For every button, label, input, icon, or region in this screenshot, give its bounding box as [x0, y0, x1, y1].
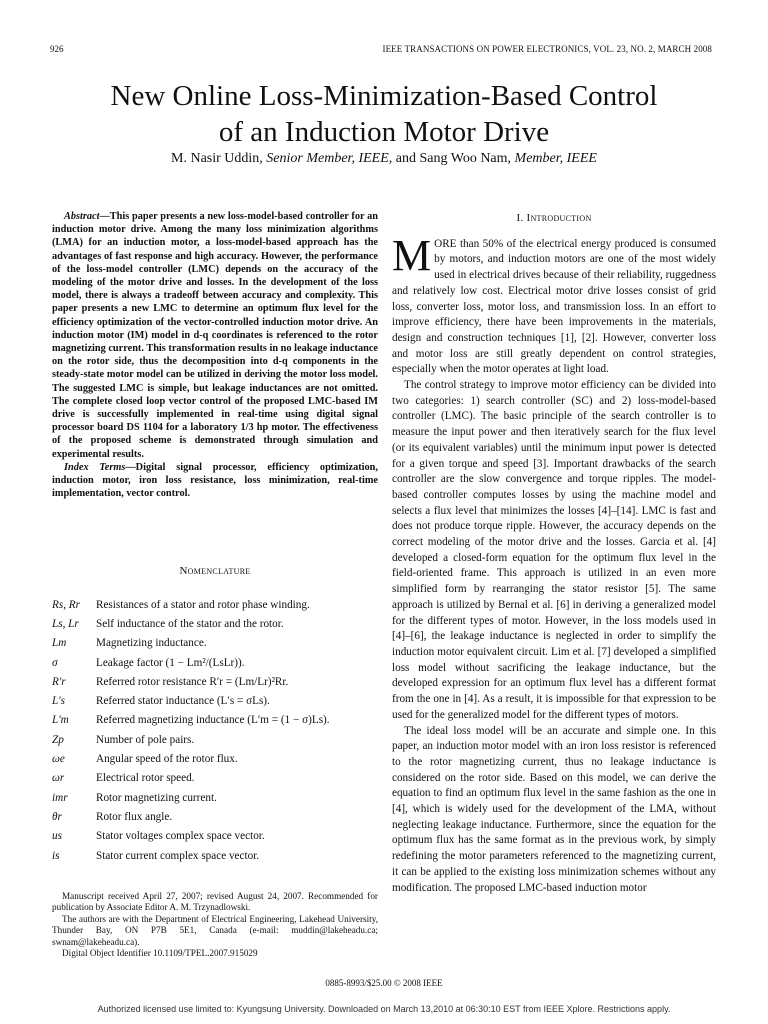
- nomenclature-row: [52, 711, 378, 730]
- nomenclature-symbol: ωe: [52, 753, 65, 766]
- author-line: [0, 151, 768, 167]
- nomenclature-symbol: R′r: [52, 675, 66, 688]
- footnote-received: Manuscript received April 27, 2007; revised August 24, 2007. Recommended for publication by Associate Editor A. M. Trzynadlowski.: [52, 891, 378, 913]
- title-line-1: New Online Loss-Minimization-Based Control: [110, 80, 658, 112]
- footnote-doi: Digital Object Identifier 10.1109/TPEL.2007.915029: [62, 948, 258, 959]
- section-heading-introduction: I. Introduction: [516, 212, 592, 224]
- author-1: M. Nasir Uddin,: [171, 151, 263, 166]
- author-2-role: Member, IEEE: [514, 151, 597, 166]
- nomenclature-description: Magnetizing inductance.: [96, 637, 207, 650]
- nomenclature-description: Angular speed of the rotor flux.: [96, 753, 238, 766]
- nomenclature-description: Self inductance of the stator and the rotor.: [96, 617, 284, 630]
- author-1-role: Senior Member, IEEE,: [266, 151, 393, 166]
- nomenclature-symbol: θr: [52, 810, 62, 823]
- nomenclature-symbol: imr: [52, 791, 68, 804]
- page-number: 926: [50, 44, 64, 54]
- footnote-affiliation: The authors are with the Department of Electrical Engineering, Lakehead University, Thunder Bay, ON P7B 5E1, Canada (e-mail: muddin@lakeheadu.ca; swnam@lakeheadu.ca).: [52, 913, 378, 947]
- nomenclature-row: [52, 788, 378, 807]
- left-column: [52, 210, 378, 500]
- drop-cap: M: [392, 230, 432, 280]
- nomenclature-description: Stator voltages complex space vector.: [96, 830, 265, 843]
- intro-paragraph-2: The control strategy to improve motor efficiency can be divided into two categories: 1) search controller (SC) and 2) loss-model-based controller (LMC). The basic principle of the search controller is to measure the input power and then iteratively search for the flux level (or its equivalent variables) until the minimum input power is detected for a given torque and speed [3]. Important drawbacks of the search controller are the slow convergence and torque ripples. The model-based controller computes losses by using the machine model and selects a flux level that minimizes the losses [4]–[14]. LMC is fast and does not produce torque ripple. However, the accuracy depends on the correct modeling of the motor drive and the losses. Garcia et al. [4] developed a closed-form equation for the optimum flux level in the field-oriented frame. This approach is utilized in an even more simplified form by rearranging the stator resistor [5]. The same approach is utilized by Bernal et al. [6] in deriving a generalized model for the different types of motor. However, in the loss models used in [4]–[6], the leakage inductance is neglected in order to simplify the induction motor equivalent circuit. Lim et al. [7] developed a simplified loss model without sacrificing the leakage inductance, but the developed expression for an optimum flux level has a different format from the one in [4]. As a result, it is impossible for that expression to be used for the generalized model for the different types of motors.: [392, 379, 716, 721]
- nomenclature-row: [52, 634, 378, 653]
- nomenclature-symbol: us: [52, 830, 62, 843]
- footnote: [52, 891, 378, 959]
- abstract-lead: Abstract: [64, 211, 100, 222]
- nomenclature-symbol: Lm: [52, 637, 67, 650]
- abstract-text: —This paper presents a new loss-model-based controller for an induction motor drive. Among the many loss minimization algorithms (LMA) for an induction motor, a loss-model-based approach has the advantages of fast response and high accuracy. However, the performance of the loss-model controller (LMC) depends on the accuracy of the modeling of the motor drive and losses. In the development of the loss model, there is always a tradeoff between accuracy and complexity. This paper presents a new LMC to determine an optimum flux level for the efficiency optimization of the vector-controlled induction motor drive. An induction motor (IM) model in d-q coordinates is referenced to the rotor magnetizing current. This transformation results in no leakage inductance on the rotor side, thus the decomposition into d-q components in the steady-state motor model can be utilized in deriving the motor loss model. The suggested LMC is simple, but leakage inductances are not omitted. The complete closed loop vector control of the proposed LMC-based IM drive is successfully implemented in real-time using digital signal processor board DS 1104 for a laboratory 1/3 hp motor. The effectiveness of the proposed scheme is demonstrated through simulation and experimental results.: [52, 211, 378, 460]
- nomenclature-symbol: is: [52, 849, 60, 862]
- journal-header: IEEE TRANSACTIONS ON POWER ELECTRONICS, VOL. 23, NO. 2, MARCH 2008: [382, 44, 712, 54]
- nomenclature-row: [52, 749, 378, 768]
- nomenclature-row: [52, 730, 378, 749]
- author-and: and: [395, 151, 416, 166]
- nomenclature-symbol: Rs, Rr: [52, 598, 80, 611]
- nomenclature-description: Referred magnetizing inductance (L′m = (1 − σ)Ls).: [96, 714, 330, 727]
- nomenclature-description: Leakage factor (1 − Lm²/(LsLr)).: [96, 656, 245, 669]
- abstract: [52, 210, 378, 500]
- right-column: [392, 211, 716, 896]
- intro-paragraph-3: The ideal loss model will be an accurate and simple one. In this paper, an induction motor model with an iron loss resistor is referenced to the rotor magnetizing current, thus no leakage inductance is considered on the rotor side. Based on this model, we can derive the equation to find an optimum flux level in the same fashion as the one in [4], which is widely used for the development of the LMA, without neglecting leakage inductance. Furthermore, since the equation for the optimum flux has the same format as in the previous work, by simply redefining the motor parameters referenced to the magnetizing current, it can be applied to the existing loss minimization schemes without any modification. The proposed LMC-based induction motor: [392, 724, 716, 894]
- license-notice: Authorized licensed use limited to: Kyungsung University. Downloaded on March 13,2010 at 06:30:10 EST from IEEE Xplore. Restrictions apply.: [97, 1004, 671, 1014]
- title-line-2: of an Induction Motor Drive: [218, 116, 550, 148]
- nomenclature-symbol: σ: [52, 656, 58, 669]
- nomenclature-description: Number of pole pairs.: [96, 733, 195, 746]
- nomenclature-row: [52, 595, 378, 614]
- nomenclature-description: Rotor flux angle.: [96, 810, 173, 823]
- nomenclature-description: Resistances of a stator and rotor phase winding.: [96, 598, 310, 611]
- nomenclature-description: Rotor magnetizing current.: [96, 791, 217, 804]
- nomenclature-description: Referred stator inductance (L′s = σLs).: [96, 695, 270, 708]
- nomenclature-symbol: Ls, Lr: [52, 617, 79, 630]
- nomenclature-row: [52, 827, 378, 846]
- index-terms-text: —Digital signal processor, efficiency optimization, induction motor, iron loss resistance, loss minimization, real-time implementation, vector control.: [52, 461, 378, 500]
- nomenclature-symbol: Zp: [52, 733, 64, 746]
- index-terms: [52, 461, 378, 501]
- intro-paragraph-1: MORE than 50% of the electrical energy produced is consumed by motors, and induction motors are one of the most widely used in electrical drives because of their reliability, ruggedness and relatively low cost. Electrical motor drive losses consist of grid loss, converter loss, motor loss, and transmission loss. In an effort to improve efficiency, there have been improvements in the materials, design and construction techniques [1], [2]. However, converter loss and motor loss are still greatly dependent on control strategies, especially when the motor operates at light load.: [392, 230, 716, 376]
- nomenclature-row: [52, 807, 378, 826]
- nomenclature-symbol: ωr: [52, 772, 65, 785]
- nomenclature-row: [52, 672, 378, 691]
- nomenclature-symbol: L′m: [52, 714, 69, 727]
- index-terms-lead: Index Terms: [64, 461, 126, 473]
- nomenclature-heading: Nomenclature: [179, 565, 251, 577]
- nomenclature-row: [52, 691, 378, 710]
- nomenclature-row: [52, 769, 378, 788]
- nomenclature-description: Stator current complex space vector.: [96, 849, 260, 862]
- nomenclature-description: Referred rotor resistance R′r = (Lm/Lr)²Rr.: [96, 675, 289, 688]
- nomenclature-row: [52, 653, 378, 672]
- author-2: Sang Woo Nam,: [419, 151, 512, 166]
- nomenclature-row: [52, 614, 378, 633]
- nomenclature-symbol: L′s: [52, 695, 66, 708]
- paper-title: [0, 78, 768, 150]
- nomenclature-description: Electrical rotor speed.: [96, 772, 195, 785]
- nomenclature-list: [52, 595, 378, 865]
- nomenclature-row: [52, 846, 378, 865]
- copyright: 0885-8993/$25.00 © 2008 IEEE: [325, 978, 443, 988]
